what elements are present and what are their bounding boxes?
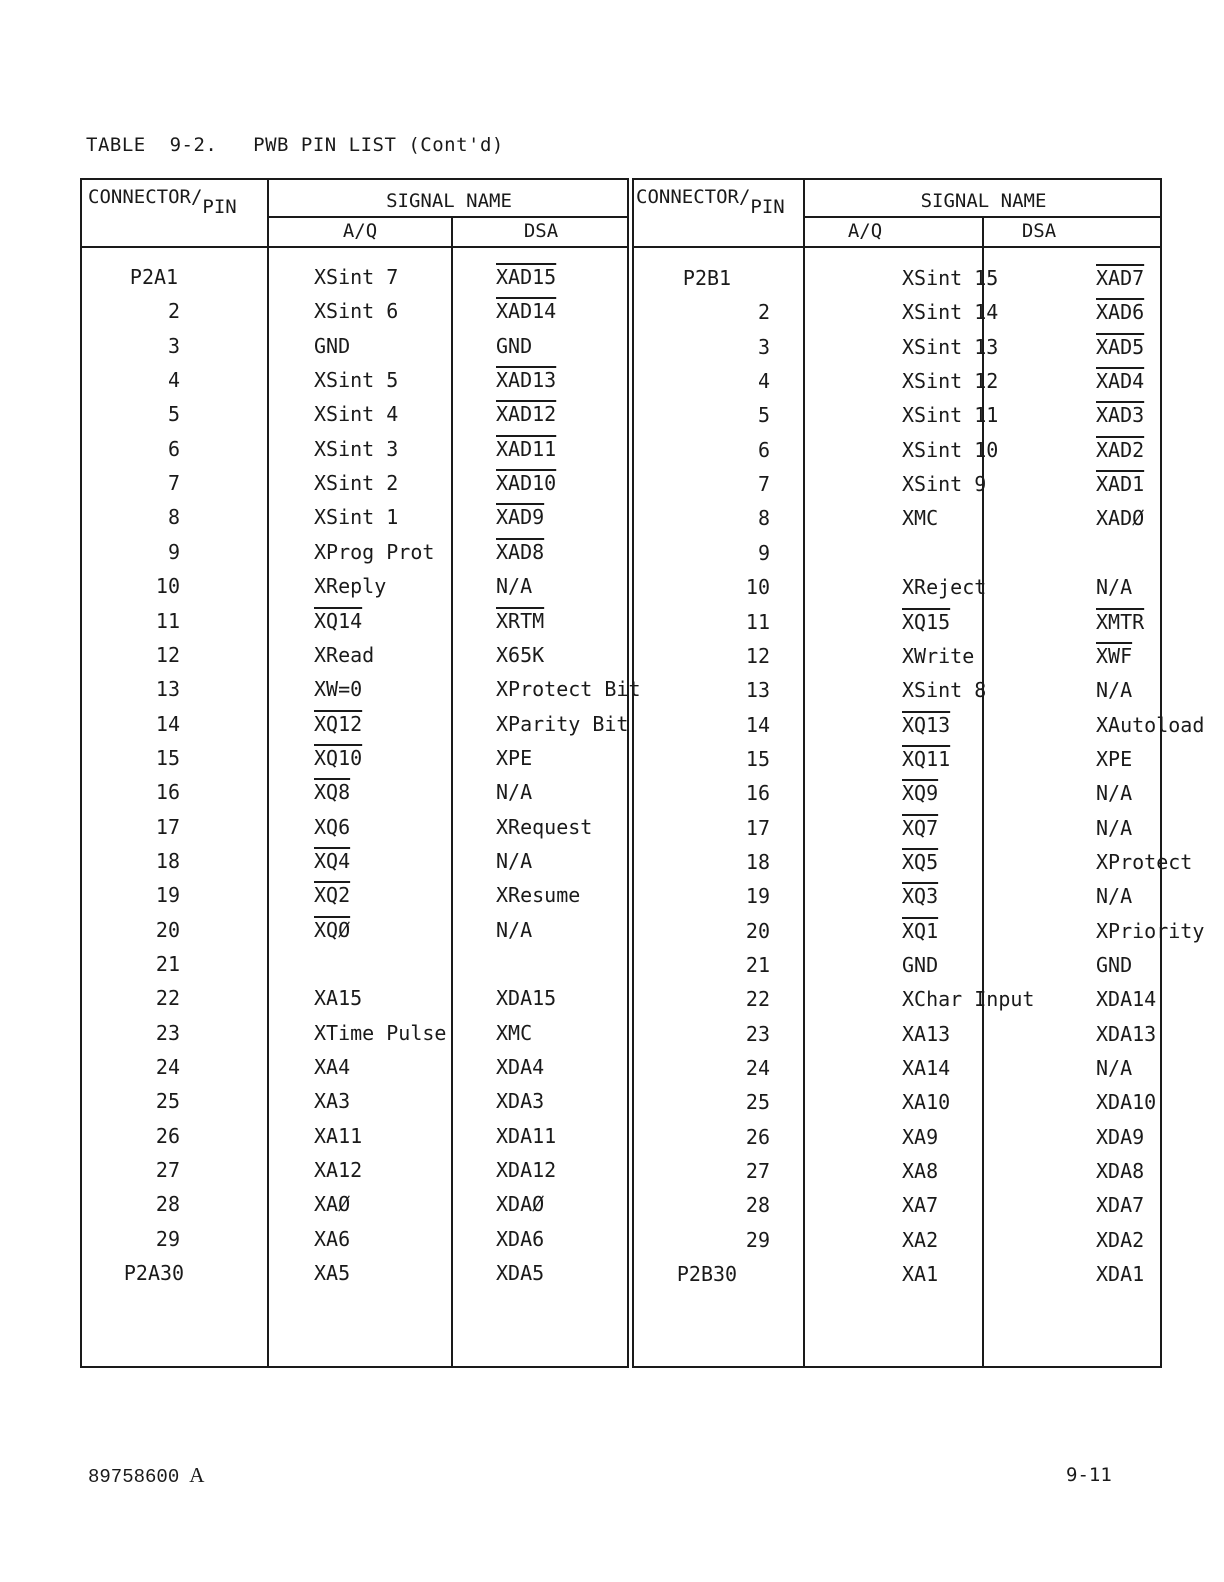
dsa-signal-cell: N/A (1096, 678, 1133, 703)
pin-cell: 24 (745, 1056, 770, 1081)
pin-cell: 23 (155, 1020, 180, 1045)
table-row (82, 329, 627, 363)
dsa-signal-cell: XAD2 (1096, 437, 1145, 462)
dsa-signal-cell: XAD8 (496, 539, 545, 564)
table-row (82, 638, 627, 672)
table-row (634, 914, 1205, 948)
pin-cell: P2A30 (123, 1261, 185, 1286)
pin-cell: 2 (167, 299, 180, 324)
aq-signal-cell: XA13 (902, 1021, 951, 1046)
aq-signal-cell: XChar Input (902, 987, 1035, 1012)
dsa-signal-cell: $\overline{XWF}$ (1096, 643, 1133, 668)
pin-cell: 3 (167, 333, 180, 358)
dsa-signal-cell: XDA1 (1096, 1262, 1145, 1287)
pin-cell: 15 (155, 745, 180, 770)
pin-cell: 29 (745, 1227, 770, 1252)
aq-signal-cell: XA8 (902, 1159, 939, 1184)
table-row (634, 879, 1160, 913)
table-row (82, 878, 627, 912)
aq-signal-cell: XA14 (902, 1056, 951, 1081)
signal-name-header: SIGNAL NAME (920, 190, 1047, 212)
pin-cell: 6 (167, 436, 180, 461)
aq-signal-cell: XA7 (902, 1193, 939, 1218)
pin-cell: 8 (757, 506, 770, 531)
pin-cell: 19 (155, 883, 180, 908)
aq-signal-cell: XQ11 (902, 746, 951, 771)
table-row (634, 501, 1160, 535)
pin-cell: 27 (155, 1158, 180, 1183)
aq-signal-cell: XAØ (314, 1192, 351, 1217)
dsa-signal-cell: XMC (496, 1020, 533, 1045)
aq-signal-cell: XQ9 (902, 781, 939, 806)
header-bottom-rule (634, 246, 1160, 248)
pin-cell: 17 (745, 815, 770, 840)
pin-cell: 13 (155, 677, 180, 702)
pin-cell: 22 (745, 987, 770, 1012)
pin-cell: 2 (757, 300, 770, 325)
pin-cell: 14 (745, 712, 770, 737)
pin-cell: 24 (155, 1055, 180, 1080)
table-row (82, 1256, 627, 1290)
page-number: 9-11 (1066, 1464, 1112, 1486)
table-row (82, 672, 641, 706)
dsa-signal-cell: XAD1 (1096, 472, 1145, 497)
table-row (82, 810, 627, 844)
table-row (82, 1016, 627, 1050)
dsa-signal-cell: XDA11 (496, 1123, 557, 1148)
pin-cell: 21 (155, 952, 180, 976)
aq-signal-cell: XA12 (314, 1158, 363, 1183)
dsa-signal-cell: XPE (1096, 746, 1133, 771)
table-row (634, 1051, 1160, 1085)
aq-signal-cell: XA3 (314, 1089, 351, 1114)
aq-signal-cell: XQ3 (902, 884, 939, 909)
pin-cell: 4 (167, 368, 180, 393)
table-row (634, 1257, 1160, 1291)
pin-cell: 27 (745, 1159, 770, 1184)
pin-cell: 25 (155, 1089, 180, 1114)
pin-cell: 16 (155, 780, 180, 805)
dsa-signal-cell: XAD15 (496, 265, 557, 289)
dsa-signal-cell: XDA2 (1096, 1227, 1145, 1252)
dsa-signal-cell: N/A (1096, 575, 1133, 600)
pin-cell: 25 (745, 1090, 770, 1115)
table-row (634, 536, 1160, 570)
dsa-signal-cell: N/A (1096, 884, 1133, 909)
dsa-signal-cell: XPE (496, 745, 533, 770)
aq-signal-cell: XReject (902, 575, 987, 600)
table-row (634, 811, 1160, 845)
dsa-signal-cell: XAD11 (496, 436, 557, 461)
dsa-signal-cell: XAD9 (496, 505, 545, 530)
aq-signal-cell: XSint 6 (314, 299, 399, 324)
aq-signal-cell: XA4 (314, 1055, 351, 1080)
dsa-signal-cell: N/A (496, 574, 533, 599)
table-row (82, 500, 627, 534)
aq-signal-cell: XQ10 (314, 745, 363, 770)
aq-signal-cell: XQ12 (314, 711, 363, 736)
pin-cell: 16 (745, 781, 770, 806)
dsa-signal-cell: XDA4 (496, 1055, 545, 1080)
dsa-signal-cell: GND (1096, 953, 1133, 977)
table-row (634, 1085, 1160, 1119)
aq-signal-cell: XSint 9 (902, 472, 987, 497)
dsa-signal-cell: X65K (496, 642, 545, 667)
aq-signal-cell: XQ6 (314, 814, 351, 839)
pin-cell: 28 (155, 1192, 180, 1217)
dsa-signal-cell: XDA14 (1096, 987, 1157, 1012)
pin-cell: 15 (745, 746, 770, 771)
dsa-signal-cell: XDA13 (1096, 1021, 1157, 1046)
pin-label: PIN (202, 196, 237, 218)
table-row (82, 397, 627, 431)
pin-cell: 5 (167, 402, 180, 427)
dsa-signal-cell: XResume (496, 883, 581, 908)
pin-cell: 7 (757, 472, 770, 497)
table-row (634, 1223, 1160, 1257)
header-divider (805, 216, 1160, 218)
table-row (634, 948, 1160, 982)
pin-cell: P2B30 (676, 1262, 738, 1287)
dsa-header: DSA (1021, 220, 1057, 242)
dsa-signal-cell: XAD13 (496, 368, 557, 393)
aq-signal-cell: XSint 3 (314, 436, 399, 461)
table-row (82, 294, 627, 328)
aq-signal-cell: XA9 (902, 1124, 939, 1149)
pin-cell: 26 (155, 1123, 180, 1148)
header-divider (269, 216, 627, 218)
aq-signal-cell: XA11 (314, 1123, 363, 1148)
connector-label: CONNECTOR/ (88, 186, 203, 208)
aq-signal-cell: XSint 13 (902, 334, 999, 359)
dsa-signal-cell: XAD6 (1096, 300, 1145, 325)
dsa-signal-cell: XAD3 (1096, 403, 1145, 428)
aq-signal-cell: XQ2 (314, 883, 351, 908)
dsa-signal-cell: XDA6 (496, 1226, 545, 1251)
table-row (634, 1120, 1160, 1154)
dsa-signal-cell: XADØ (1096, 506, 1145, 531)
aq-signal-cell: XQ5 (902, 849, 939, 874)
table-row (82, 1153, 627, 1187)
dsa-signal-cell: XRequest (496, 814, 593, 839)
dsa-signal-cell: XMTR (1096, 609, 1145, 634)
pin-cell: 23 (745, 1021, 770, 1046)
pin-label: PIN (750, 196, 785, 218)
dsa-signal-cell: XAD7 (1096, 266, 1145, 290)
pin-cell: 12 (745, 643, 770, 668)
aq-signal-cell: XQ15 (902, 609, 951, 634)
aq-signal-cell: XQ8 (314, 780, 351, 805)
aq-signal-cell: XQ4 (314, 848, 351, 873)
pin-cell: 6 (757, 437, 770, 462)
connector-pin-header (88, 186, 237, 218)
pin-cell: 21 (745, 953, 770, 977)
aq-signal-cell: XWrite (902, 643, 975, 668)
aq-signal-cell: XQ7 (902, 815, 939, 840)
aq-signal-cell: XA1 (902, 1262, 939, 1287)
table-row (82, 466, 627, 500)
dsa-signal-cell: XAD12 (496, 402, 557, 427)
aq-signal-cell: XA5 (314, 1261, 351, 1286)
pin-cell: 20 (745, 918, 770, 943)
dsa-signal-cell: XAD10 (496, 471, 557, 496)
pin-cell: 5 (757, 403, 770, 428)
table-row (634, 982, 1160, 1016)
pin-cell: 11 (745, 609, 770, 634)
aq-header: A/Q (847, 220, 883, 242)
dsa-signal-cell: XProtect Bit (496, 677, 641, 702)
dsa-signal-cell: N/A (1096, 781, 1133, 806)
signal-name-header: SIGNAL NAME (386, 190, 512, 212)
table-row (634, 467, 1160, 501)
aq-signal-cell: XA10 (902, 1090, 951, 1115)
doc-number: 89758600 (88, 1466, 180, 1488)
pin-cell: 17 (155, 814, 180, 839)
table-row (82, 432, 627, 466)
aq-signal-cell: GND (314, 333, 351, 358)
table-row (634, 295, 1160, 329)
table-row (634, 639, 1160, 673)
pin-cell: P2B1 (682, 266, 732, 290)
table-row (82, 1187, 627, 1221)
aq-signal-cell: XTime Pulse (314, 1020, 447, 1045)
dsa-signal-cell: XDAØ (496, 1192, 545, 1217)
pin-cell: 18 (155, 848, 180, 873)
dsa-signal-cell: XProtect (1096, 849, 1193, 874)
aq-signal-cell: XSint 11 (902, 403, 999, 428)
pin-cell: 12 (155, 642, 180, 667)
pin-cell: 7 (167, 471, 180, 496)
connector-pin-header (636, 186, 785, 218)
dsa-signal-cell: XPriority (1096, 918, 1205, 943)
table-row (82, 707, 627, 741)
dsa-signal-cell: XDA3 (496, 1089, 545, 1114)
table-row (634, 673, 1160, 707)
revision-letter: A (189, 1463, 205, 1487)
table-row (634, 1017, 1160, 1051)
pin-cell: 29 (155, 1226, 180, 1251)
aq-signal-cell: XSint 14 (902, 300, 999, 325)
table-row (634, 776, 1160, 810)
table-row (82, 1050, 627, 1084)
aq-signal-cell: XReply (314, 574, 387, 599)
aq-signal-cell: XA6 (314, 1226, 351, 1251)
connector-label: CONNECTOR/ (636, 186, 751, 208)
table-row (634, 261, 1160, 295)
dsa-header: DSA (523, 220, 559, 242)
aq-signal-cell: XSint 10 (902, 437, 999, 462)
dsa-signal-cell: XAD5 (1096, 334, 1145, 359)
pin-cell: 11 (155, 608, 180, 633)
table-row (634, 433, 1160, 467)
table-row (634, 398, 1160, 432)
pin-cell: 3 (757, 334, 770, 359)
table-caption: TABLE 9-2. PWB PIN LIST (Cont'd) (86, 134, 504, 156)
aq-signal-cell: XA2 (902, 1227, 939, 1252)
dsa-signal-cell: XAD4 (1096, 369, 1145, 394)
pin-cell: 18 (745, 849, 770, 874)
dsa-signal-cell: N/A (1096, 815, 1133, 840)
dsa-signal-cell: XDA5 (496, 1261, 545, 1286)
pin-cell: P2A1 (129, 265, 179, 289)
table-row (82, 844, 627, 878)
dsa-signal-cell: XAD14 (496, 299, 557, 324)
table-row (82, 569, 627, 603)
table-row (634, 330, 1160, 364)
table-row (82, 604, 627, 638)
dsa-signal-cell: N/A (1096, 1056, 1133, 1081)
aq-signal-cell: XQ13 (902, 712, 951, 737)
document-number (88, 1463, 204, 1488)
aq-signal-cell: XA15 (314, 986, 363, 1011)
table-row (82, 535, 627, 569)
pin-cell: 9 (757, 540, 770, 565)
right-table-half (632, 178, 1205, 1368)
pin-cell: 9 (167, 539, 180, 564)
pin-cell: 28 (745, 1193, 770, 1218)
aq-signal-cell: XRead (314, 642, 375, 667)
dsa-signal-cell: XAutoload (1096, 712, 1205, 737)
aq-signal-cell: XW=0 (314, 677, 363, 702)
aq-signal-cell: XSint 7 (314, 265, 399, 289)
pin-cell: 13 (745, 678, 770, 703)
dsa-signal-cell: N/A (496, 917, 533, 942)
pin-cell: 10 (155, 574, 180, 599)
dsa-signal-cell: N/A (496, 780, 533, 805)
table-row (82, 741, 627, 775)
aq-signal-cell: XSint 2 (314, 471, 399, 496)
table-row (634, 742, 1160, 776)
aq-signal-cell: GND (902, 953, 939, 977)
dsa-signal-cell: XDA15 (496, 986, 557, 1011)
table-row (634, 570, 1160, 604)
dsa-signal-cell: XRTM (496, 608, 545, 633)
table-row (82, 981, 627, 1015)
table-row (634, 364, 1160, 398)
table-row (82, 947, 627, 981)
pin-cell: 14 (155, 711, 180, 736)
pin-cell: 19 (745, 884, 770, 909)
pin-cell: 10 (745, 575, 770, 600)
table-row (634, 845, 1193, 879)
pin-cell: 20 (155, 917, 180, 942)
dsa-signal-cell: XDA8 (1096, 1159, 1145, 1184)
aq-header: A/Q (342, 220, 378, 242)
dsa-signal-cell: XDA12 (496, 1158, 557, 1183)
table-row (82, 260, 627, 294)
aq-signal-cell: XSint 12 (902, 369, 999, 394)
left-table-half (80, 178, 641, 1368)
aq-signal-cell: XSint 5 (314, 368, 399, 393)
dsa-signal-cell: GND (496, 333, 533, 358)
pin-cell: 4 (757, 369, 770, 394)
table-row (82, 1084, 627, 1118)
aq-signal-cell: XQ14 (314, 608, 363, 633)
aq-signal-cell: XSint 15 (902, 266, 999, 290)
dsa-signal-cell: XDA9 (1096, 1124, 1145, 1149)
dsa-signal-cell: N/A (496, 848, 533, 873)
header-bottom-rule (82, 246, 627, 248)
dsa-signal-cell: XDA10 (1096, 1090, 1157, 1115)
pin-list-table (80, 178, 1205, 1368)
table-row (634, 708, 1205, 742)
table-row (634, 1154, 1160, 1188)
aq-signal-cell: XSint 8 (902, 678, 987, 703)
aq-signal-cell: XMC (902, 506, 939, 531)
table-row (82, 1222, 627, 1256)
table-row (634, 605, 1160, 639)
table-row (82, 363, 627, 397)
pin-cell: 26 (745, 1124, 770, 1149)
aq-signal-cell: XSint 4 (314, 402, 399, 427)
pin-cell: 8 (167, 505, 180, 530)
pin-cell: 22 (155, 986, 180, 1011)
table-row (82, 913, 627, 947)
aq-signal-cell: XProg Prot (314, 539, 435, 564)
aq-signal-cell: $\overline{XQØ}$ (314, 917, 351, 942)
table-row (82, 1119, 627, 1153)
dsa-signal-cell: XParity Bit (496, 711, 629, 736)
dsa-signal-cell: XDA7 (1096, 1193, 1145, 1218)
table-row (634, 1188, 1160, 1222)
table-row (82, 775, 627, 809)
aq-signal-cell: XSint 1 (314, 505, 399, 530)
aq-signal-cell: XQ1 (902, 918, 939, 943)
